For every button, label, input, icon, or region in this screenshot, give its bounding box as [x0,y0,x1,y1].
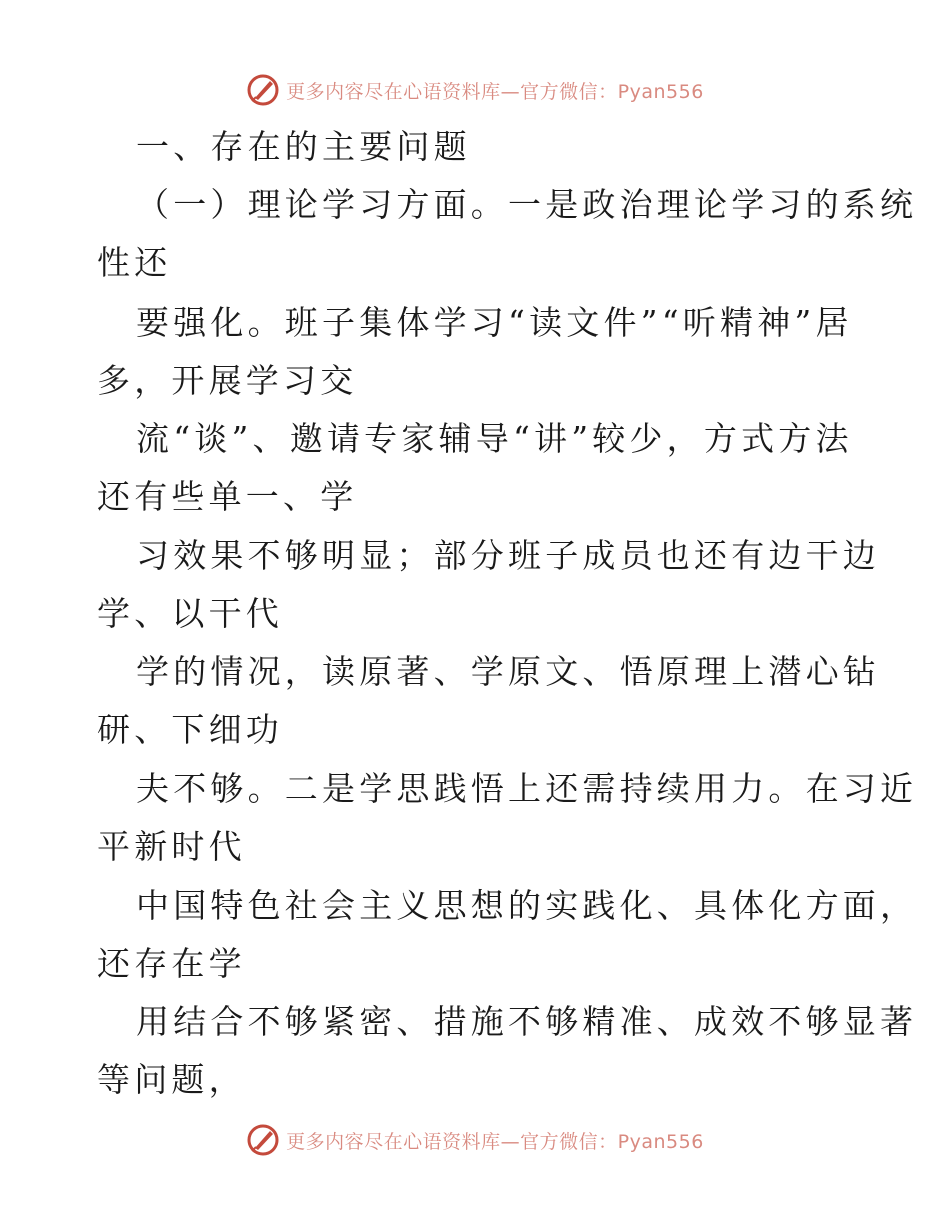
text-line: 性还 [97,243,172,282]
text-line: 多，开展学习交 [97,361,358,400]
quill-logo-icon [246,73,280,107]
text-line: 还存在学 [97,944,246,983]
header-banner-text: 更多内容尽在心语资料库—官方微信：Pyan556 [286,80,704,103]
text-line: 等问题， [97,1060,246,1099]
text-line: 平新时代 [97,827,246,866]
text-line: 习效果不够明显；部分班子成员也还有边干边 [136,536,880,575]
footer-banner [0,1120,950,1160]
text-line: 学的情况，读原著、学原文、悟原理上潜心钻 [136,652,880,691]
section-heading: 一、存在的主要问题 [136,127,471,166]
footer-banner-text: 更多内容尽在心语资料库—官方微信：Pyan556 [286,1130,704,1153]
header-banner [0,70,950,110]
text-line: 中国特色社会主义思想的实践化、具体化方面， [136,886,918,925]
text-line: 夫不够。二是学思践悟上还需持续用力。在习近 [136,769,918,808]
quill-logo-icon [246,1123,280,1157]
text-line: 学、以干代 [97,594,283,633]
text-line: 研、下细功 [97,710,283,749]
text-line: 用结合不够紧密、措施不够精准、成效不够显著 [136,1002,918,1041]
text-line: 要强化。班子集体学习“读文件”“听精神”居 [136,303,853,342]
text-line: 流“谈”、邀请专家辅导“讲”较少，方式方法 [136,419,853,458]
text-line: （一）理论学习方面。一是政治理论学习的系统 [136,185,918,224]
text-line: 还有些单一、学 [97,477,358,516]
